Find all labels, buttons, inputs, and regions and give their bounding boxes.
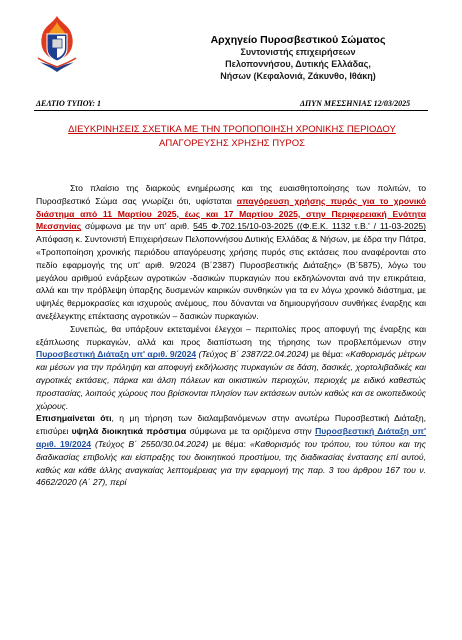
agency-subtitle-3: Νήσων (Κεφαλονιά, Ζάκυνθο, Ιθάκη) — [220, 71, 376, 81]
fire-regulation-19-2024-link[interactable]: Πυροσβεστική Διάταξη υπ' αριθ. 19/2024 — [36, 426, 426, 449]
fire-regulation-9-2024-link[interactable]: Πυροσβεστική Διάταξη υπ' αριθ. 9/2024 — [36, 349, 197, 360]
p3-quote: «Καθορισμός του τρόπου, του τύπου και της διαδικασίας επιβολής και είσπραξης του διοικητικού προστίμου, της διαδικασίας ένστασης επί αυτού, καθώς και κάθε άλλης αναγκαίας λεπτομέρειας για την εφαρμογή της παρ. 3 του άρθρου 167 του ν. 4662/2020 (Α΄ 27), περί — [36, 438, 426, 488]
p3-text-d: σύμφωνα με τα οριζόμενα στην — [186, 426, 316, 437]
fire-service-emblem-icon — [34, 14, 80, 76]
p3-text-f: με θέμα: — [208, 438, 250, 449]
p3-emphasis: Επισημαίνεται ότι — [36, 413, 112, 424]
p2-quote: «Καθορισμός μέτρων και μέσων για την πρόληψη και αποφυγή εκδήλωσης πυρκαγιών σε δάση, δασικές, χορτολιβαδικές και αγροτικές εκτάσεις, πάρκα και άλση πόλεων και οικιστικών περιοχών, περιοχές με ειδικό καθεστώς προστασίας, λοιπούς χώρους που βρίσκονται πλησίον των εκτάσεων αυτών καθώς και σε οικοπεδικούς χώρους. — [36, 349, 426, 411]
p1-text-a: Στο πλαίσιο της διαρκούς ενημέρωσης και της ευαισθητοποίησης των πολιτών, το Πυροσβεστικό Σώμα σας γνωρίζει ότι, υφίσταται — [36, 183, 426, 206]
paragraph-2 — [36, 323, 426, 413]
paragraph-1 — [36, 182, 426, 323]
agency-title: Αρχηγείο Πυροσβεστικού Σώματος — [210, 34, 386, 46]
document-title-line-2: ΑΠΑΓΟΡΕΥΣΗΣ ΧΡΗΣΗΣ ΠΥΡΟΣ — [159, 138, 305, 149]
p3-text-b: , η μη τήρηση των διαλαμβανόμενων στην ανωτέρω Πυροσβεστική Διάταξη, επισύρει — [36, 413, 426, 437]
p2-text-c: με θέμα: — [308, 349, 346, 360]
p1-text-f: Απόφαση κ. Συντονιστή Επιχειρήσεων Πελοποννήσου Δυτικής Ελλάδας & Νήσων, με έδρα την Πάτρα, «Τροποποίηση χρονικής περιόδου απαγόρευσης χρήσης πυρός στις εκτάσεις που αναφέρονται στο πεδίο εφαρμογής της υπ' αριθ. 9/2024 (Β΄2387) Πυροσβεστικής Διάταξης» (Β΄5875), λόγω του μεγάλου αριθμού ενάρξεων αγροτικών -δασικών πυρκαγιών που εκδηλώνονται ανά την επικράτεια, αλλά και την πρόβλεψη ύπαρξης δυσμενών καιρικών συνθηκών για τα εν λόγω χρονικό διάστημα, με υψηλές θερμοκρασίες και ισχυρούς ανέμους, που δύνανται να δημιουργήσουν συνθήκες έναρξης και ανεξέλεγκτης επέκτασης αγροτικών – δασικών πυρκαγιών. — [36, 234, 426, 321]
p2-text-a: Συνεπώς, θα υπάρξουν εκτεταμένοι έλεγχοι – περιπολίες προς αποφυγή της έναρξης και εξάπλωσης πυρκαγιών, αλλά και προς διαπίστωση της τήρησης των προβλεπόμενων στην — [36, 323, 426, 347]
document-body — [36, 182, 426, 489]
press-release-number: ΔΕΛΤΙΟ ΤΥΠΟΥ: 1 — [36, 99, 101, 108]
agency-subtitle-1: Συντονιστής επιχειρήσεων — [240, 47, 356, 57]
header-divider — [34, 110, 428, 111]
p1-ban-text: απαγόρευση χρήσης πυρός για το χρονικό διάστημα από — [36, 195, 426, 219]
issuer-and-date: ΔΠΥΝ ΜΕΣΣΗΝΙΑΣ 12/03/2025 — [300, 99, 411, 108]
p2-gazette-ref: (Τεύχος Β΄ 2387/22.04.2024) — [196, 349, 309, 360]
p1-ban-dates: 11 Μαρτίου 2025, έως και 17 Μαρτίου 2025, στην Περιφερειακή Ενότητα Μεσσηνίας — [36, 208, 426, 232]
document-title — [40, 123, 424, 151]
p3-fines-text: υψηλά διοικητικά πρόστιμα — [71, 426, 187, 437]
paragraph-3 — [36, 412, 426, 489]
p1-text-d: σύμφωνα με την υπ' αριθ. — [81, 221, 194, 232]
p3-gazette-ref: (Τεύχος Β΄ 2550/30.04.2024) — [91, 438, 209, 449]
document-title-line-1: ΔΙΕΥΚΡΙΝΗΣΕΙΣ ΣΧΕΤΙΚΑ ΜΕ ΤΗΝ ΤΡΟΠΟΠΟΙΗΣΗ ΧΡΟΝΙΚΗΣ ΠΕΡΙΟΔΟΥ — [68, 124, 396, 135]
agency-subtitle-2: Πελοποννήσου, Δυτικής Ελλάδας, — [225, 59, 371, 69]
agency-header — [148, 34, 448, 82]
p1-decision-ref: 545 Φ.702.15/10-03-2025 ((Φ.Ε.Κ. 1132 τ.Β.' / 11-03-2025) — [193, 221, 426, 232]
